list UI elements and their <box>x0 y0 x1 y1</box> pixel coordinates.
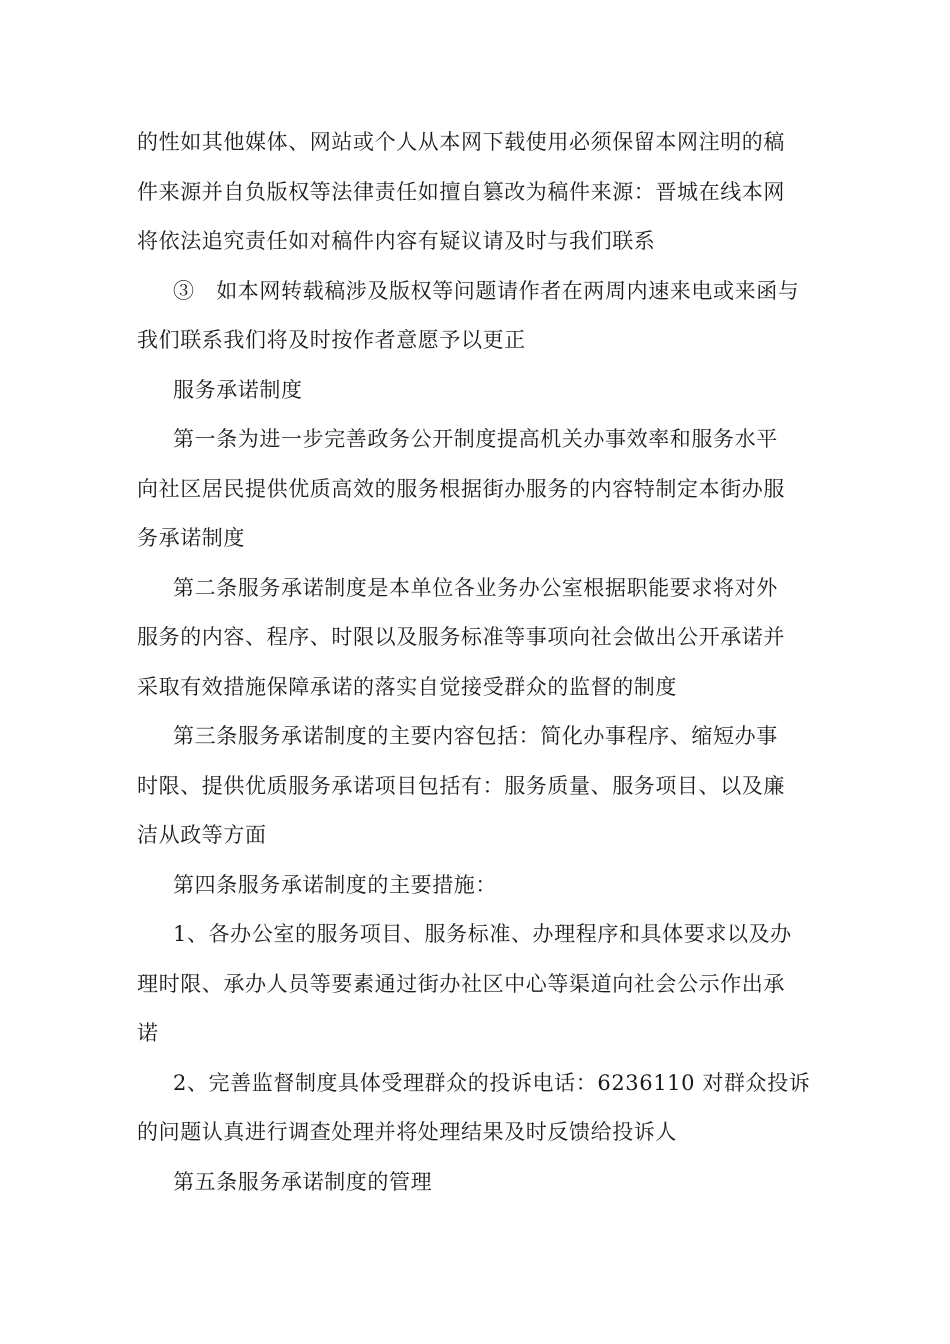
text-line: ③ 如本网转载稿涉及版权等问题请作者在两周内速来电或来函与 <box>173 278 800 303</box>
paragraph-copyright-notice <box>137 118 819 267</box>
paragraph-measure-2 <box>137 1059 819 1158</box>
text-line: 采取有效措施保障承诺的落实自觉接受群众的监督的制度 <box>137 674 677 699</box>
text-line: 1、各办公室的服务项目、服务标准、办理程序和具体要求以及办 <box>173 922 792 946</box>
paragraph-item-3 <box>137 267 819 366</box>
text-line: 将依法追究责任如对稿件内容有疑议请及时与我们联系 <box>137 229 656 253</box>
text-line: 我们联系我们将及时按作者意愿予以更正 <box>137 328 526 352</box>
text-line: 务承诺制度 <box>137 526 245 550</box>
paragraph-article-5 <box>137 1158 819 1208</box>
text-line: 第一条为进一步完善政务公开制度提高机关办事效率和服务水平 <box>173 427 778 451</box>
text-line: 2、完善监督制度具体受理群众的投诉电话：6236110 对群众投诉 <box>173 1070 811 1095</box>
paragraph-article-2 <box>137 564 819 713</box>
text-line: 服务的内容、程序、时限以及服务标准等事项向社会做出公开承诺并 <box>137 625 785 649</box>
paragraph-article-1 <box>137 415 819 564</box>
text-line: 件来源并自负版权等法律责任如擅自篡改为稿件来源：晋城在线本网 <box>137 179 785 204</box>
text-line: 第三条服务承诺制度的主要内容包括：简化办事程序、缩短办事 <box>173 724 778 748</box>
text-line: 洁从政等方面 <box>137 823 267 847</box>
text-line: 服务承诺制度 <box>173 377 303 402</box>
text-line: 第四条服务承诺制度的主要措施： <box>173 872 497 897</box>
text-line: 向社区居民提供优质高效的服务根据街办服务的内容特制定本街办服 <box>137 476 785 501</box>
text-line: 诺 <box>137 1021 159 1045</box>
section-heading <box>137 366 819 416</box>
text-line: 的性如其他媒体、网站或个人从本网下载使用必须保留本网注明的稿 <box>137 130 785 154</box>
paragraph-article-3 <box>137 712 819 861</box>
paragraph-article-4 <box>137 861 819 911</box>
text-line: 理时限、承办人员等要素通过街办社区中心等渠道向社会公示作出承 <box>137 971 785 996</box>
text-line: 第二条服务承诺制度是本单位各业务办公室根据职能要求将对外 <box>173 575 778 600</box>
paragraph-measure-1 <box>137 910 819 1059</box>
text-line: 第五条服务承诺制度的管理 <box>173 1169 433 1194</box>
text-line: 时限、提供优质服务承诺项目包括有：服务质量、服务项目、以及廉 <box>137 773 785 798</box>
document-body <box>137 118 819 1207</box>
text-line: 的问题认真进行调查处理并将处理结果及时反馈给投诉人 <box>137 1120 677 1144</box>
